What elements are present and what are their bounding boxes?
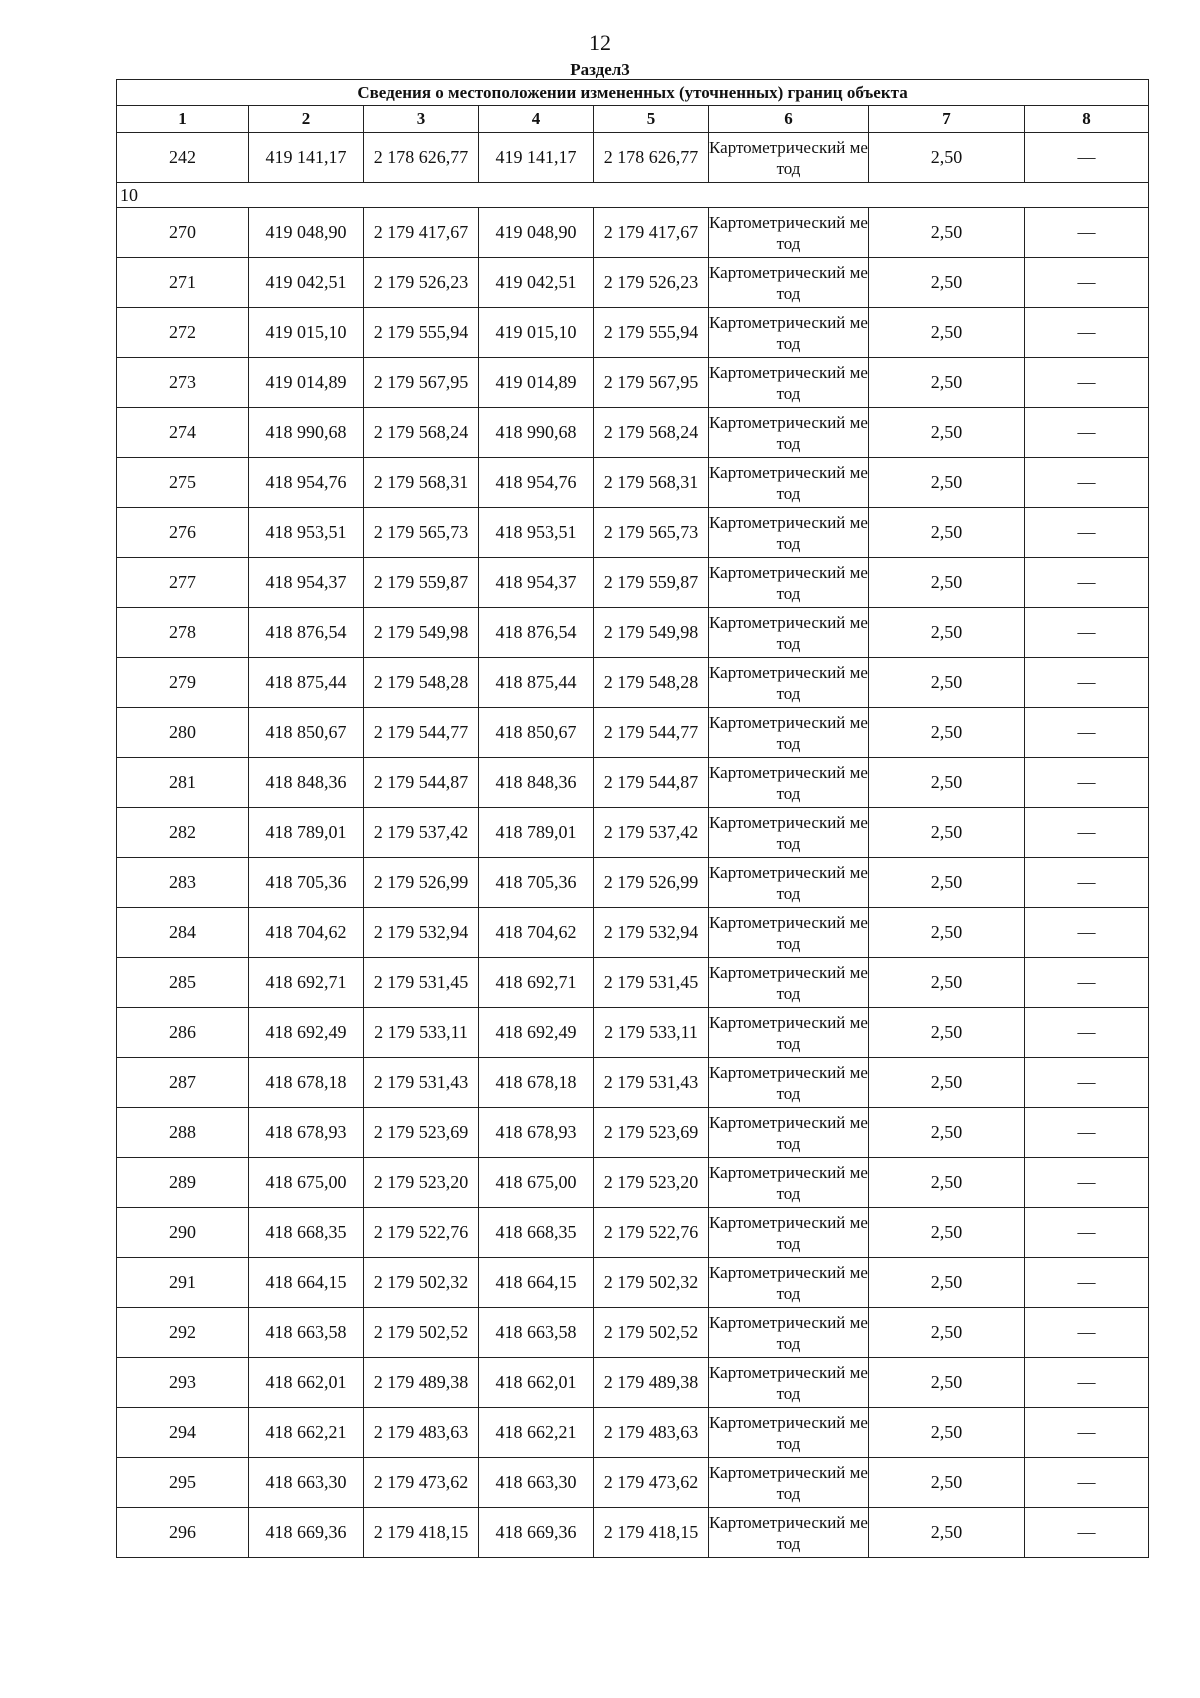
- y-old-cell: 2 179 533,11: [364, 1008, 479, 1058]
- method-cell: Картометрический метод: [709, 608, 869, 658]
- method-cell: Картометрический метод: [709, 758, 869, 808]
- y-old-cell: 2 179 544,77: [364, 708, 479, 758]
- x-old-cell: 419 048,90: [249, 208, 364, 258]
- y-new-cell: 2 179 523,20: [594, 1158, 709, 1208]
- accuracy-cell: 2,50: [869, 1458, 1025, 1508]
- y-new-cell: 2 179 417,67: [594, 208, 709, 258]
- method-cell: Картометрический метод: [709, 1308, 869, 1358]
- table-row: [117, 1158, 1149, 1208]
- description-cell: —: [1025, 1058, 1149, 1108]
- x-new-cell: 418 664,15: [479, 1258, 594, 1308]
- point-number-cell: 281: [117, 758, 249, 808]
- x-old-cell: 418 678,18: [249, 1058, 364, 1108]
- x-new-cell: 419 014,89: [479, 358, 594, 408]
- x-new-cell: 419 048,90: [479, 208, 594, 258]
- y-old-cell: 2 179 417,67: [364, 208, 479, 258]
- table-row: [117, 858, 1149, 908]
- table-row: [117, 658, 1149, 708]
- point-number-cell: 242: [117, 133, 249, 183]
- description-cell: —: [1025, 958, 1149, 1008]
- y-old-cell: 2 179 555,94: [364, 308, 479, 358]
- table-row: [117, 1258, 1149, 1308]
- accuracy-cell: 2,50: [869, 558, 1025, 608]
- x-new-cell: 418 954,76: [479, 458, 594, 508]
- method-cell: Картометрический метод: [709, 1208, 869, 1258]
- description-cell: —: [1025, 358, 1149, 408]
- y-old-cell: 2 179 523,20: [364, 1158, 479, 1208]
- method-cell: Картометрический метод: [709, 458, 869, 508]
- x-new-cell: 418 953,51: [479, 508, 594, 558]
- x-new-cell: 418 669,36: [479, 1508, 594, 1558]
- description-cell: —: [1025, 908, 1149, 958]
- x-old-cell: 418 876,54: [249, 608, 364, 658]
- y-new-cell: 2 179 489,38: [594, 1358, 709, 1408]
- x-new-cell: 418 678,18: [479, 1058, 594, 1108]
- point-number-cell: 280: [117, 708, 249, 758]
- y-old-cell: 2 179 565,73: [364, 508, 479, 558]
- y-new-cell: 2 179 526,23: [594, 258, 709, 308]
- method-cell: Картометрический метод: [709, 908, 869, 958]
- y-old-cell: 2 179 523,69: [364, 1108, 479, 1158]
- description-cell: —: [1025, 658, 1149, 708]
- description-cell: —: [1025, 308, 1149, 358]
- column-number-row: [117, 106, 1149, 133]
- x-old-cell: 419 014,89: [249, 358, 364, 408]
- table-body: [117, 133, 1149, 1558]
- description-cell: —: [1025, 1008, 1149, 1058]
- x-old-cell: 418 875,44: [249, 658, 364, 708]
- point-number-cell: 294: [117, 1408, 249, 1458]
- y-new-cell: 2 179 523,69: [594, 1108, 709, 1158]
- x-old-cell: 418 954,76: [249, 458, 364, 508]
- point-number-cell: 273: [117, 358, 249, 408]
- description-cell: —: [1025, 858, 1149, 908]
- point-number-cell: 277: [117, 558, 249, 608]
- group-label: 10: [117, 183, 1149, 208]
- x-old-cell: 418 692,71: [249, 958, 364, 1008]
- y-old-cell: 2 179 473,62: [364, 1458, 479, 1508]
- x-old-cell: 419 042,51: [249, 258, 364, 308]
- accuracy-cell: 2,50: [869, 1058, 1025, 1108]
- description-cell: —: [1025, 508, 1149, 558]
- description-cell: —: [1025, 1208, 1149, 1258]
- method-cell: Картометрический метод: [709, 358, 869, 408]
- y-new-cell: 2 179 544,87: [594, 758, 709, 808]
- point-number-cell: 282: [117, 808, 249, 858]
- accuracy-cell: 2,50: [869, 508, 1025, 558]
- description-cell: —: [1025, 458, 1149, 508]
- description-cell: —: [1025, 1458, 1149, 1508]
- x-new-cell: 418 954,37: [479, 558, 594, 608]
- accuracy-cell: 2,50: [869, 133, 1025, 183]
- accuracy-cell: 2,50: [869, 308, 1025, 358]
- table-row: [117, 1458, 1149, 1508]
- description-cell: —: [1025, 758, 1149, 808]
- x-old-cell: 418 668,35: [249, 1208, 364, 1258]
- y-old-cell: 2 179 532,94: [364, 908, 479, 958]
- y-new-cell: 2 178 626,77: [594, 133, 709, 183]
- description-cell: —: [1025, 1108, 1149, 1158]
- table-row: [117, 258, 1149, 308]
- description-cell: —: [1025, 258, 1149, 308]
- accuracy-cell: 2,50: [869, 1258, 1025, 1308]
- point-number-cell: 285: [117, 958, 249, 1008]
- column-number: 3: [364, 106, 479, 133]
- x-old-cell: 418 954,37: [249, 558, 364, 608]
- table-row: [117, 808, 1149, 858]
- method-cell: Картометрический метод: [709, 508, 869, 558]
- x-new-cell: 418 789,01: [479, 808, 594, 858]
- y-new-cell: 2 179 549,98: [594, 608, 709, 658]
- accuracy-cell: 2,50: [869, 458, 1025, 508]
- x-new-cell: 418 876,54: [479, 608, 594, 658]
- accuracy-cell: 2,50: [869, 1508, 1025, 1558]
- accuracy-cell: 2,50: [869, 608, 1025, 658]
- x-new-cell: 418 675,00: [479, 1158, 594, 1208]
- y-old-cell: 2 179 526,99: [364, 858, 479, 908]
- y-old-cell: 2 179 502,32: [364, 1258, 479, 1308]
- point-number-cell: 288: [117, 1108, 249, 1158]
- point-number-cell: 287: [117, 1058, 249, 1108]
- y-new-cell: 2 179 533,11: [594, 1008, 709, 1058]
- x-new-cell: 418 663,30: [479, 1458, 594, 1508]
- method-cell: Картометрический метод: [709, 1058, 869, 1108]
- x-new-cell: 418 875,44: [479, 658, 594, 708]
- table-row: [117, 1208, 1149, 1258]
- column-number: 5: [594, 106, 709, 133]
- method-cell: Картометрический метод: [709, 1458, 869, 1508]
- y-new-cell: 2 179 559,87: [594, 558, 709, 608]
- section-title: Раздел3: [570, 60, 630, 79]
- page-number: 12: [589, 30, 611, 55]
- table-row: [117, 1008, 1149, 1058]
- point-number-cell: 296: [117, 1508, 249, 1558]
- y-old-cell: 2 179 559,87: [364, 558, 479, 608]
- y-old-cell: 2 179 489,38: [364, 1358, 479, 1408]
- x-old-cell: 418 848,36: [249, 758, 364, 808]
- table-caption: Сведения о местоположении измененных (уточненных) границ объекта: [117, 80, 1149, 106]
- y-old-cell: 2 179 526,23: [364, 258, 479, 308]
- table-row: [117, 1508, 1149, 1558]
- point-number-cell: 289: [117, 1158, 249, 1208]
- table-row: [117, 508, 1149, 558]
- point-number-cell: 292: [117, 1308, 249, 1358]
- accuracy-cell: 2,50: [869, 858, 1025, 908]
- description-cell: —: [1025, 1508, 1149, 1558]
- x-new-cell: 419 015,10: [479, 308, 594, 358]
- y-new-cell: 2 179 526,99: [594, 858, 709, 908]
- x-new-cell: 418 678,93: [479, 1108, 594, 1158]
- y-old-cell: 2 179 567,95: [364, 358, 479, 408]
- point-number-cell: 286: [117, 1008, 249, 1058]
- accuracy-cell: 2,50: [869, 208, 1025, 258]
- accuracy-cell: 2,50: [869, 758, 1025, 808]
- y-old-cell: 2 178 626,77: [364, 133, 479, 183]
- y-new-cell: 2 179 544,77: [594, 708, 709, 758]
- point-number-cell: 274: [117, 408, 249, 458]
- description-cell: —: [1025, 708, 1149, 758]
- method-cell: Картометрический метод: [709, 1258, 869, 1308]
- point-number-cell: 283: [117, 858, 249, 908]
- table-row: [117, 1108, 1149, 1158]
- coordinates-table: [116, 79, 1149, 1558]
- description-cell: —: [1025, 558, 1149, 608]
- y-new-cell: 2 179 537,42: [594, 808, 709, 858]
- method-cell: Картометрический метод: [709, 958, 869, 1008]
- column-number: 8: [1025, 106, 1149, 133]
- point-number-cell: 270: [117, 208, 249, 258]
- y-new-cell: 2 179 531,43: [594, 1058, 709, 1108]
- description-cell: —: [1025, 1358, 1149, 1408]
- y-old-cell: 2 179 568,24: [364, 408, 479, 458]
- description-cell: —: [1025, 408, 1149, 458]
- y-new-cell: 2 179 418,15: [594, 1508, 709, 1558]
- x-old-cell: 418 662,21: [249, 1408, 364, 1458]
- method-cell: Картометрический метод: [709, 658, 869, 708]
- description-cell: —: [1025, 608, 1149, 658]
- method-cell: Картометрический метод: [709, 558, 869, 608]
- y-new-cell: 2 179 483,63: [594, 1408, 709, 1458]
- method-cell: Картометрический метод: [709, 308, 869, 358]
- y-new-cell: 2 179 532,94: [594, 908, 709, 958]
- method-cell: Картометрический метод: [709, 708, 869, 758]
- x-new-cell: 418 662,21: [479, 1408, 594, 1458]
- x-old-cell: 418 692,49: [249, 1008, 364, 1058]
- y-old-cell: 2 179 537,42: [364, 808, 479, 858]
- description-cell: —: [1025, 1158, 1149, 1208]
- x-new-cell: 418 663,58: [479, 1308, 594, 1358]
- y-new-cell: 2 179 473,62: [594, 1458, 709, 1508]
- point-number-cell: 291: [117, 1258, 249, 1308]
- x-old-cell: 418 704,62: [249, 908, 364, 958]
- table-row: [117, 133, 1149, 183]
- table-row: [117, 1058, 1149, 1108]
- table-row: [117, 558, 1149, 608]
- x-new-cell: 418 704,62: [479, 908, 594, 958]
- x-new-cell: 418 692,49: [479, 1008, 594, 1058]
- y-new-cell: 2 179 548,28: [594, 658, 709, 708]
- y-new-cell: 2 179 502,32: [594, 1258, 709, 1308]
- method-cell: Картометрический метод: [709, 1108, 869, 1158]
- x-new-cell: 418 848,36: [479, 758, 594, 808]
- y-old-cell: 2 179 531,43: [364, 1058, 479, 1108]
- accuracy-cell: 2,50: [869, 1408, 1025, 1458]
- y-new-cell: 2 179 565,73: [594, 508, 709, 558]
- point-number-cell: 295: [117, 1458, 249, 1508]
- accuracy-cell: 2,50: [869, 1158, 1025, 1208]
- description-cell: —: [1025, 808, 1149, 858]
- point-number-cell: 284: [117, 908, 249, 958]
- x-old-cell: 418 663,58: [249, 1308, 364, 1358]
- y-new-cell: 2 179 555,94: [594, 308, 709, 358]
- table-row: [117, 1308, 1149, 1358]
- y-old-cell: 2 179 483,63: [364, 1408, 479, 1458]
- point-number-cell: 276: [117, 508, 249, 558]
- x-new-cell: 418 990,68: [479, 408, 594, 458]
- group-row: [117, 183, 1149, 208]
- point-number-cell: 275: [117, 458, 249, 508]
- y-new-cell: 2 179 568,31: [594, 458, 709, 508]
- y-old-cell: 2 179 418,15: [364, 1508, 479, 1558]
- column-number: 6: [709, 106, 869, 133]
- accuracy-cell: 2,50: [869, 1208, 1025, 1258]
- x-new-cell: 418 662,01: [479, 1358, 594, 1408]
- x-new-cell: 419 141,17: [479, 133, 594, 183]
- y-old-cell: 2 179 502,52: [364, 1308, 479, 1358]
- accuracy-cell: 2,50: [869, 1308, 1025, 1358]
- x-old-cell: 418 990,68: [249, 408, 364, 458]
- x-new-cell: 418 668,35: [479, 1208, 594, 1258]
- point-number-cell: 271: [117, 258, 249, 308]
- table-row: [117, 958, 1149, 1008]
- y-old-cell: 2 179 548,28: [364, 658, 479, 708]
- point-number-cell: 279: [117, 658, 249, 708]
- point-number-cell: 278: [117, 608, 249, 658]
- point-number-cell: 290: [117, 1208, 249, 1258]
- method-cell: Картометрический метод: [709, 1358, 869, 1408]
- y-new-cell: 2 179 567,95: [594, 358, 709, 408]
- method-cell: Картометрический метод: [709, 133, 869, 183]
- x-new-cell: 418 850,67: [479, 708, 594, 758]
- method-cell: Картометрический метод: [709, 808, 869, 858]
- accuracy-cell: 2,50: [869, 358, 1025, 408]
- y-new-cell: 2 179 531,45: [594, 958, 709, 1008]
- method-cell: Картометрический метод: [709, 1508, 869, 1558]
- accuracy-cell: 2,50: [869, 908, 1025, 958]
- y-old-cell: 2 179 544,87: [364, 758, 479, 808]
- table-row: [117, 358, 1149, 408]
- accuracy-cell: 2,50: [869, 1108, 1025, 1158]
- y-new-cell: 2 179 502,52: [594, 1308, 709, 1358]
- accuracy-cell: 2,50: [869, 808, 1025, 858]
- x-old-cell: 418 675,00: [249, 1158, 364, 1208]
- table-row: [117, 308, 1149, 358]
- point-number-cell: 293: [117, 1358, 249, 1408]
- method-cell: Картометрический метод: [709, 1008, 869, 1058]
- method-cell: Картометрический метод: [709, 258, 869, 308]
- x-old-cell: 419 141,17: [249, 133, 364, 183]
- description-cell: —: [1025, 1408, 1149, 1458]
- x-old-cell: 418 669,36: [249, 1508, 364, 1558]
- table-row: [117, 708, 1149, 758]
- x-new-cell: 418 705,36: [479, 858, 594, 908]
- accuracy-cell: 2,50: [869, 408, 1025, 458]
- column-number: 2: [249, 106, 364, 133]
- method-cell: Картометрический метод: [709, 408, 869, 458]
- description-cell: —: [1025, 1308, 1149, 1358]
- x-old-cell: 418 662,01: [249, 1358, 364, 1408]
- table-row: [117, 1358, 1149, 1408]
- description-cell: —: [1025, 133, 1149, 183]
- table-row: [117, 608, 1149, 658]
- x-old-cell: 418 705,36: [249, 858, 364, 908]
- y-old-cell: 2 179 522,76: [364, 1208, 479, 1258]
- y-old-cell: 2 179 549,98: [364, 608, 479, 658]
- y-new-cell: 2 179 522,76: [594, 1208, 709, 1258]
- accuracy-cell: 2,50: [869, 258, 1025, 308]
- x-old-cell: 418 953,51: [249, 508, 364, 558]
- method-cell: Картометрический метод: [709, 1408, 869, 1458]
- column-number: 1: [117, 106, 249, 133]
- y-new-cell: 2 179 568,24: [594, 408, 709, 458]
- column-number: 7: [869, 106, 1025, 133]
- x-old-cell: 419 015,10: [249, 308, 364, 358]
- table-row: [117, 458, 1149, 508]
- x-new-cell: 418 692,71: [479, 958, 594, 1008]
- method-cell: Картометрический метод: [709, 208, 869, 258]
- accuracy-cell: 2,50: [869, 658, 1025, 708]
- x-new-cell: 419 042,51: [479, 258, 594, 308]
- accuracy-cell: 2,50: [869, 958, 1025, 1008]
- point-number-cell: 272: [117, 308, 249, 358]
- column-number: 4: [479, 106, 594, 133]
- x-old-cell: 418 850,67: [249, 708, 364, 758]
- table-row: [117, 1408, 1149, 1458]
- x-old-cell: 418 678,93: [249, 1108, 364, 1158]
- description-cell: —: [1025, 1258, 1149, 1308]
- method-cell: Картометрический метод: [709, 1158, 869, 1208]
- accuracy-cell: 2,50: [869, 1008, 1025, 1058]
- table-row: [117, 408, 1149, 458]
- accuracy-cell: 2,50: [869, 708, 1025, 758]
- table-row: [117, 908, 1149, 958]
- x-old-cell: 418 789,01: [249, 808, 364, 858]
- y-old-cell: 2 179 531,45: [364, 958, 479, 1008]
- table-row: [117, 758, 1149, 808]
- x-old-cell: 418 664,15: [249, 1258, 364, 1308]
- accuracy-cell: 2,50: [869, 1358, 1025, 1408]
- description-cell: —: [1025, 208, 1149, 258]
- table-row: [117, 208, 1149, 258]
- x-old-cell: 418 663,30: [249, 1458, 364, 1508]
- method-cell: Картометрический метод: [709, 858, 869, 908]
- y-old-cell: 2 179 568,31: [364, 458, 479, 508]
